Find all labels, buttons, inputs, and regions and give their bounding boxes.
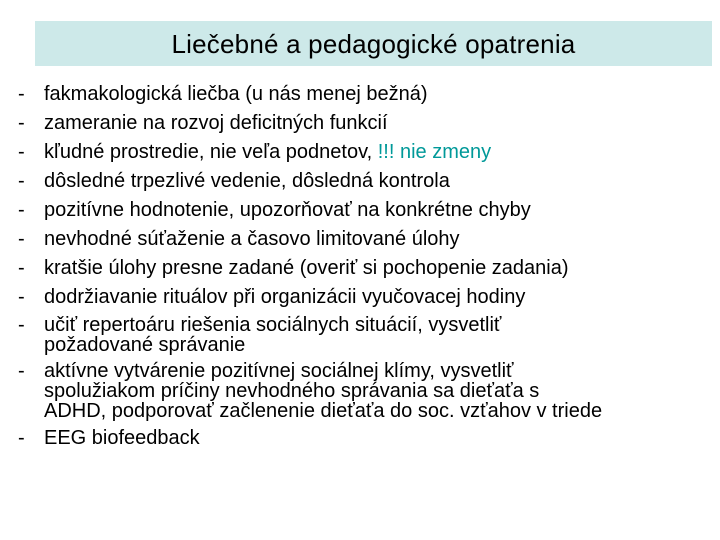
list-item [18, 361, 718, 421]
bullet-text: dodržiavanie rituálov při organizácii vyučovacej hodiny [44, 286, 526, 308]
list-item [18, 427, 718, 450]
bullet-list [18, 83, 718, 456]
bullet-text: kľudné prostredie, nie veľa podnetov, [44, 141, 378, 163]
bullet-text: dôsledné trpezlivé vedenie, dôsledná kontrola [44, 170, 450, 192]
bullet-text: aktívne vytvárenie pozitívnej sociálnej klímy, vysvetliť spolužiakom príčiny nevhodného správania sa dieťaťa s ADHD, podporovať začlenenie dieťaťa do soc. vzťahov v triede [44, 360, 603, 422]
bullet-text: nevhodné súťaženie a časovo limitované úlohy [44, 228, 460, 250]
bullet-dash: - [18, 228, 25, 250]
list-item [18, 199, 718, 222]
bullet-dash: - [18, 112, 25, 134]
list-item [18, 286, 718, 309]
title-banner [35, 21, 712, 66]
bullet-dash: - [18, 314, 25, 336]
bullet-text-with-highlight [44, 141, 718, 164]
bullet-dash: - [18, 257, 25, 279]
bullet-dash: - [18, 427, 25, 449]
page-title: Liečebné a pedagogické opatrenia [171, 28, 576, 59]
bullet-dash: - [18, 286, 25, 308]
bullet-text: pozitívne hodnotenie, upozorňovať na konkrétne chyby [44, 199, 531, 221]
list-item [18, 83, 718, 106]
bullet-text: zameranie na rozvoj deficitných funkcií [44, 112, 388, 134]
bullet-text: učiť repertoáru riešenia sociálnych situácií, vysvetliť požadované správanie [44, 314, 502, 356]
highlight-text: !!! nie zmeny [377, 141, 492, 163]
bullet-dash: - [18, 83, 25, 105]
list-item [18, 112, 718, 135]
bullet-text: EEG biofeedback [44, 427, 200, 449]
bullet-dash: - [18, 199, 25, 221]
bullet-dash: - [18, 360, 25, 382]
bullet-dash: - [18, 170, 25, 192]
list-item [18, 141, 718, 164]
bullet-text: kratšie úlohy presne zadané (overiť si pochopenie zadania) [44, 257, 569, 279]
list-item [18, 257, 718, 280]
list-item [18, 170, 718, 193]
list-item [18, 228, 718, 251]
bullet-dash: - [18, 141, 25, 163]
bullet-text: fakmakologická liečba (u nás menej bežná) [44, 83, 428, 105]
list-item [18, 315, 718, 355]
